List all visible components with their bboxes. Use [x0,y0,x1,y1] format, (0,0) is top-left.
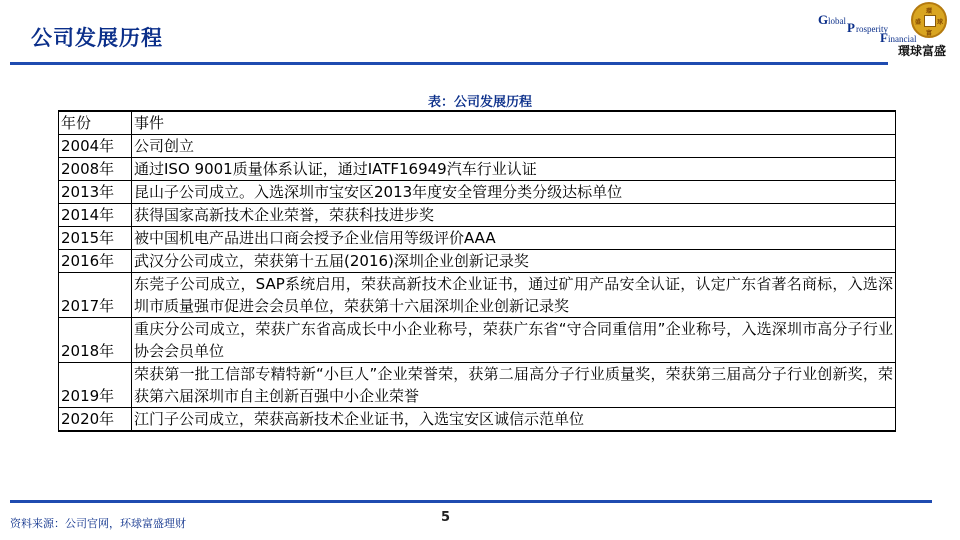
table-row [59,181,896,204]
coin-char-bottom: 富 [926,30,933,37]
table-row [59,158,896,181]
table-header-row [59,111,896,135]
header-event: 事件 [132,111,896,135]
row-year: 2014年 [59,204,132,227]
source-note: 资料来源：公司官网，环球富盛理财 [10,517,186,530]
coin-char-top: 環 [926,8,933,15]
row-event: 昆山子公司成立。入选深圳市宝安区2013年度安全管理分类分级达标单位 [132,181,896,204]
row-year: 2016年 [59,250,132,273]
row-event: 被中国机电产品进出口商会授予企业信用等级评价AAA [132,227,896,250]
slide-title: 公司发展历程 [31,26,163,50]
row-event: 荣获第一批工信部专精特新“小巨人”企业荣誉荣，获第二届高分子行业质量奖，荣获第三届高分子行业创新奖，荣获第六届深圳市自主创新百强中小企业荣誉 [132,363,896,408]
row-event: 通过ISO 9001质量体系认证，通过IATF16949汽车行业认证 [132,158,896,181]
row-event: 重庆分公司成立，荣获广东省高成长中小企业称号，荣获广东省“守合同重信用”企业称号，入选深圳市高分子行业协会会员单位 [132,318,896,363]
logo-letter-g: G [818,12,829,27]
logo-word-inancial: inancial [888,34,917,44]
row-event: 公司创立 [132,135,896,158]
row-year: 2019年 [59,363,132,408]
logo-letter-f: F [880,30,888,45]
row-year: 2013年 [59,181,132,204]
row-year: 2018年 [59,318,132,363]
table-row [59,318,896,363]
logo-letter-p: P [847,20,855,35]
top-divider [10,62,888,65]
row-year: 2017年 [59,273,132,318]
table-caption: 表：公司发展历程 [427,95,532,110]
row-year: 2008年 [59,158,132,181]
table-row [59,204,896,227]
row-year: 2020年 [59,408,132,432]
row-event: 获得国家高新技术企业荣誉，荣获科技进步奖 [132,204,896,227]
logo-chinese-name: 環球富盛 [898,44,947,58]
row-event: 江门子公司成立，荣获高新技术企业证书，入选宝安区诚信示范单位 [132,408,896,432]
table-row [59,408,896,432]
company-logo [790,2,958,60]
table-row [59,250,896,273]
bottom-divider [10,500,932,503]
logo-word-rosperity: rosperity [856,24,888,34]
header-year: 年份 [59,111,132,135]
coin-char-left: 盛 [915,19,922,26]
row-event: 武汉分公司成立，荣获第十五届(2016)深圳企业创新记录奖 [132,250,896,273]
row-year: 2004年 [59,135,132,158]
coin-char-right: 球 [937,19,944,26]
table-row [59,135,896,158]
coin-emblem-icon [911,2,947,38]
history-table [58,110,896,432]
row-event: 东莞子公司成立，SAP系统启用，荣获高新技术企业证书，通过矿用产品安全认证，认定广东省著名商标，入选深圳市质量强市促进会会员单位，荣获第十六届深圳企业创新记录奖 [132,273,896,318]
logo-word-lobal: lobal [828,16,846,26]
table-row [59,363,896,408]
page-number: 5 [441,510,451,525]
table-row [59,227,896,250]
row-year: 2015年 [59,227,132,250]
table-row [59,273,896,318]
